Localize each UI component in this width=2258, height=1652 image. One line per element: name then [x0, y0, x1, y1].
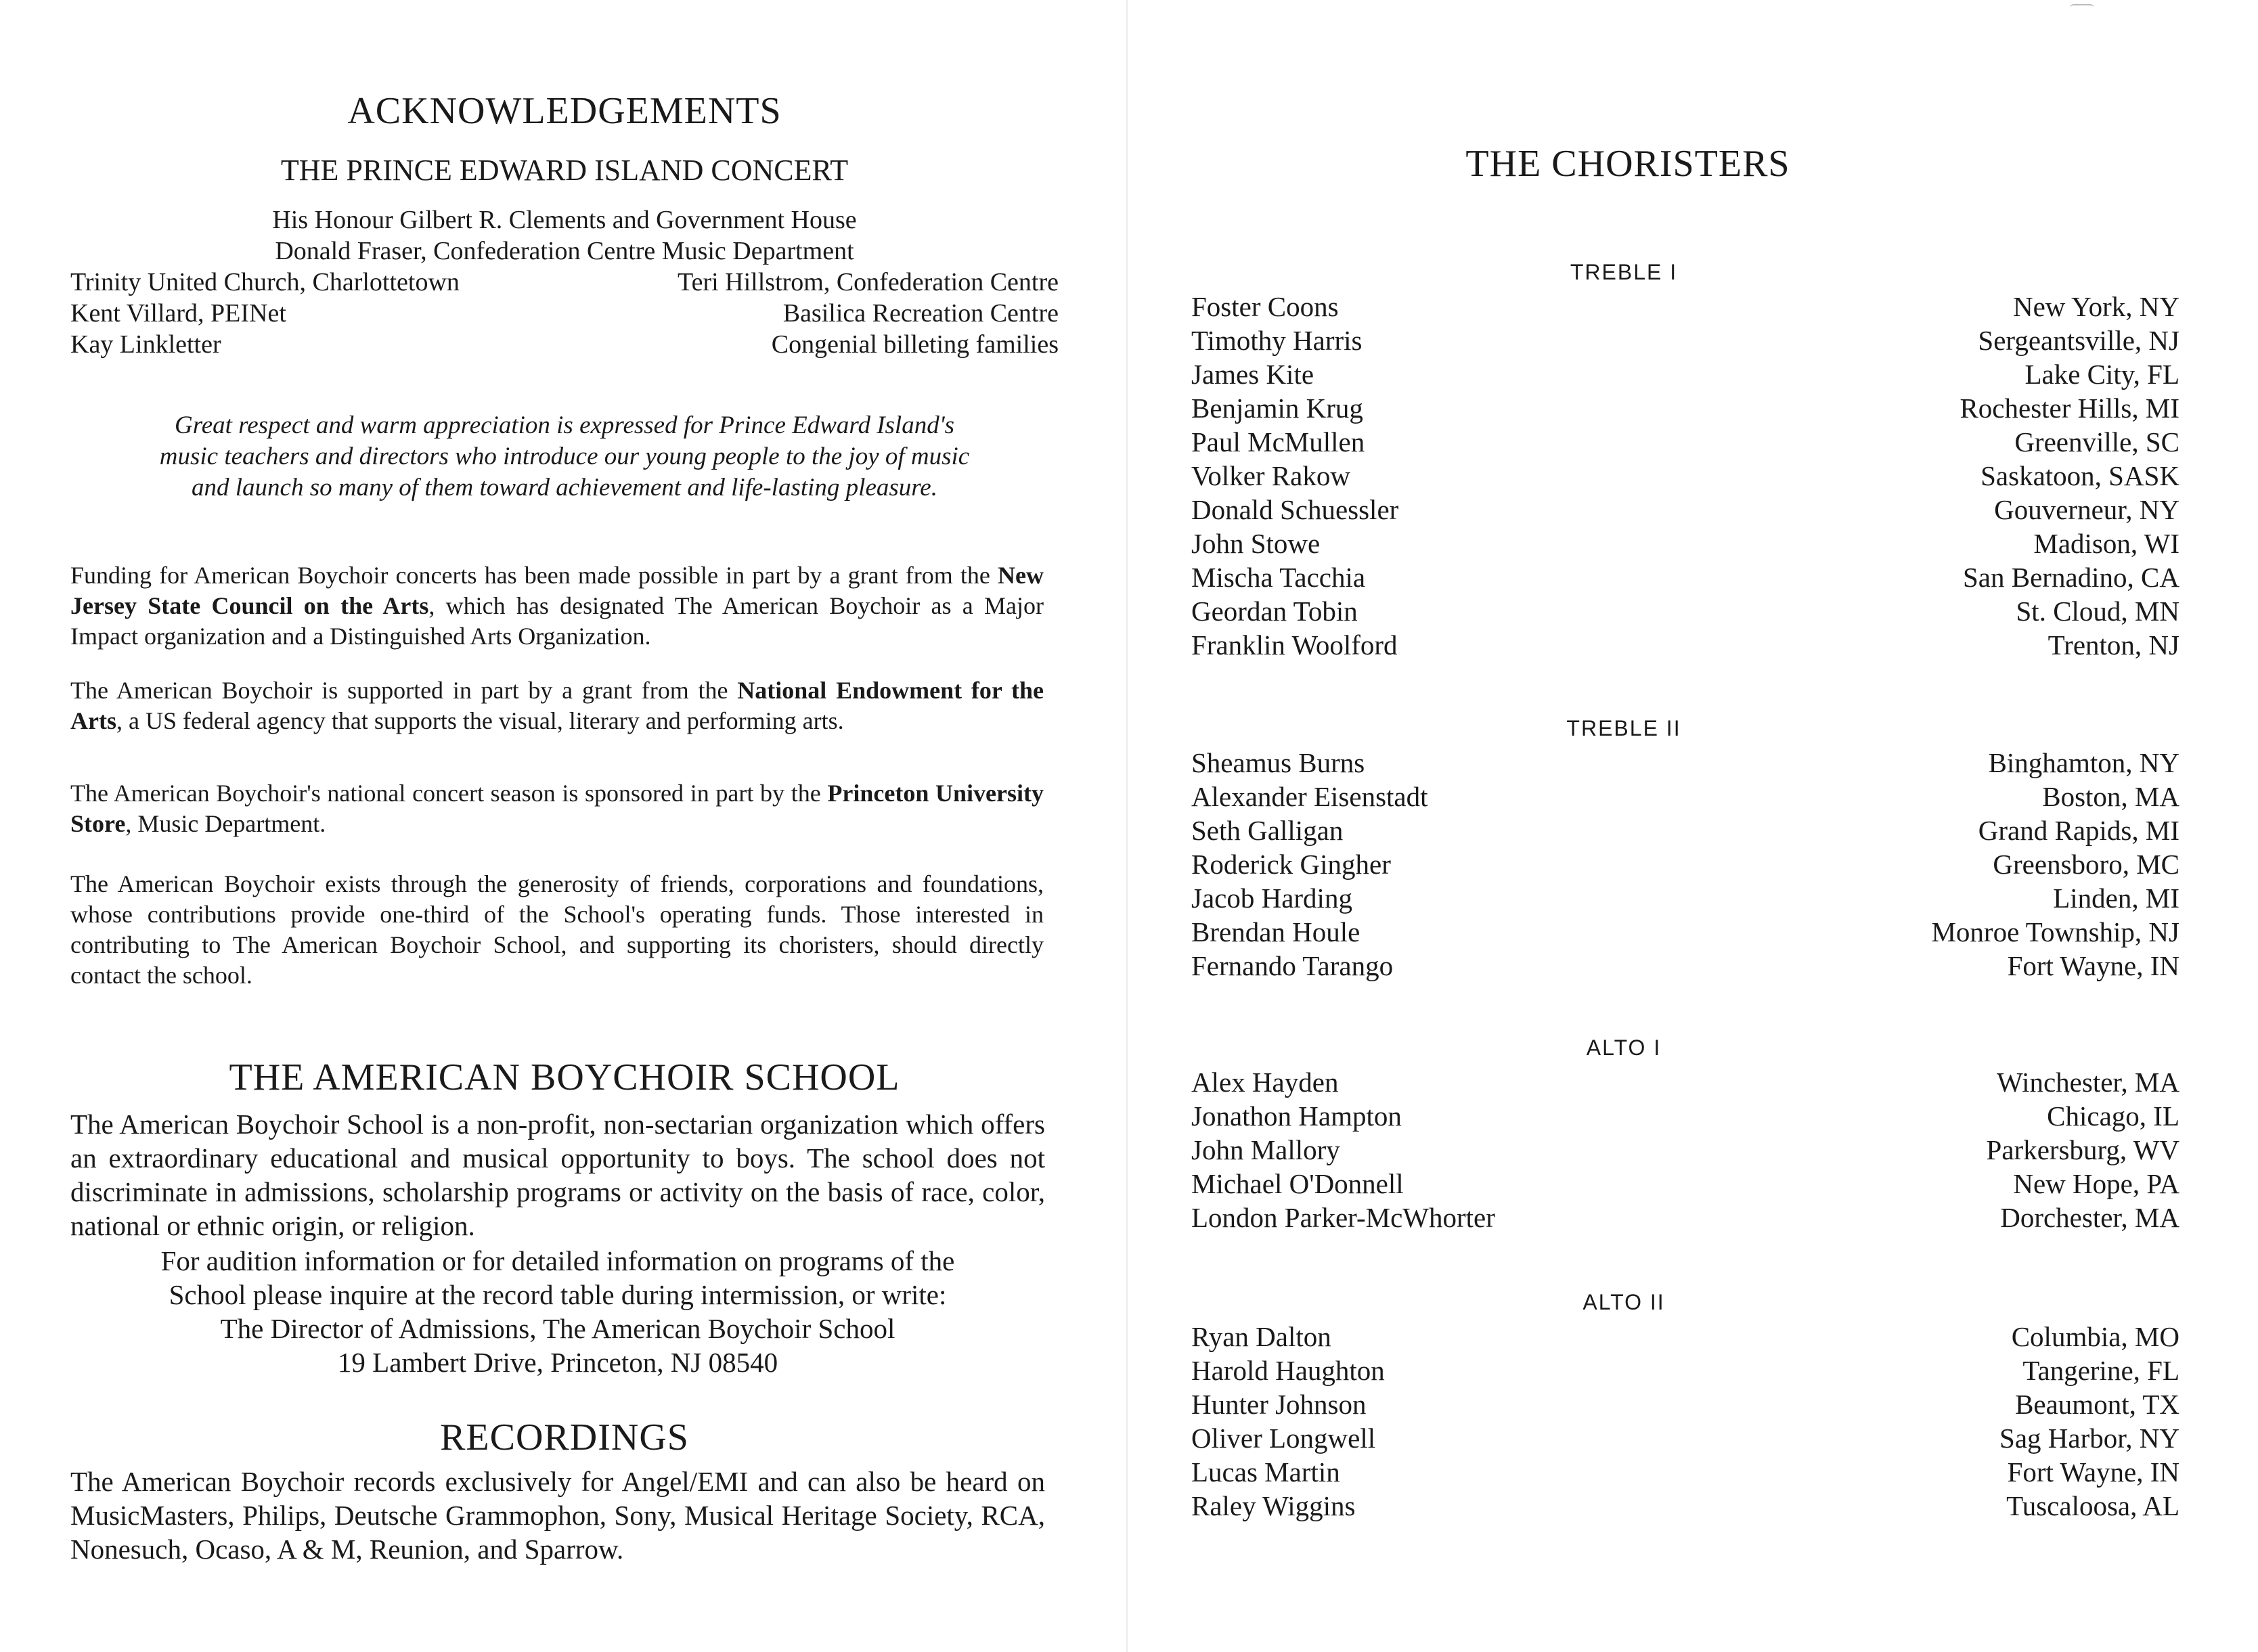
thanks-line: Donald Fraser, Confederation Centre Music Department — [275, 237, 854, 265]
chorister-name: Harold Haughton — [1191, 1355, 1385, 1386]
chorister-name: Sheamus Burns — [1191, 747, 1365, 778]
chorister-hometown: New York, NY — [2012, 291, 2179, 322]
address-line: School please inquire at the record table during intermission, or write: — [169, 1279, 947, 1310]
chorister-row — [1191, 290, 2179, 323]
chorister-row — [1191, 560, 2179, 594]
funding-text: Funding for American Boychoir concerts has been made possible in part by a grant from the — [70, 562, 998, 589]
chorister-hometown: Trenton, NJ — [2047, 629, 2179, 661]
chorister-hometown: Greenville, SC — [2014, 426, 2179, 457]
thanks-cell: Teri Hillstrom, Confederation Centre — [678, 268, 1059, 296]
funding-bold: National Endowment for the Arts — [70, 677, 1044, 734]
chorister-row — [1191, 527, 2179, 560]
chorister-name: Franklin Woolford — [1191, 629, 1398, 661]
funding-text: , Music Department. — [125, 810, 326, 837]
chorister-name: Volker Rakow — [1191, 460, 1350, 491]
chorister-hometown: Sergeantsville, NJ — [1978, 325, 2179, 356]
chorister-name: Jacob Harding — [1191, 883, 1352, 914]
chorister-hometown: Greensboro, MC — [1993, 849, 2179, 880]
roster — [1191, 1320, 2179, 1523]
school-title: THE AMERICAN BOYCHOIR SCHOOL — [229, 1056, 900, 1098]
chorister-name: John Mallory — [1191, 1134, 1340, 1165]
funding-paragraph-2 — [70, 675, 1044, 736]
chorister-row — [1191, 1099, 2179, 1133]
chorister-name: Roderick Gingher — [1191, 849, 1391, 880]
chorister-hometown: New Hope, PA — [2013, 1168, 2179, 1199]
chorister-name: London Parker-McWhorter — [1191, 1202, 1495, 1233]
school-description: The American Boychoir School is a non-profit, non-sectarian organization which offers an extraordinary educational and musical opportunity to boys. The school does not discriminate in admissions, scholarship programs or activity on the basis of race, color, national or ethnic origin, or religion. — [70, 1109, 1045, 1241]
chorister-name: Geordan Tobin — [1191, 596, 1358, 627]
chorister-name: Ryan Dalton — [1191, 1321, 1331, 1352]
chorister-name: Jonathon Hampton — [1191, 1100, 1402, 1132]
chorister-name: Benjamin Krug — [1191, 393, 1363, 424]
roster — [1191, 290, 2179, 662]
chorister-hometown: Madison, WI — [2033, 528, 2179, 559]
chorister-hometown: Winchester, MA — [1997, 1067, 2179, 1098]
recordings-title: RECORDINGS — [440, 1416, 689, 1458]
chorister-hometown: Sag Harbor, NY — [1999, 1423, 2179, 1454]
section-label: TREBLE II — [1566, 716, 1681, 740]
appreciation-note — [70, 410, 1059, 504]
address-line: The Director of Admissions, The American Boychoir School — [220, 1313, 895, 1344]
address-line: 19 Lambert Drive, Princeton, NJ 08540 — [337, 1347, 778, 1378]
chorister-hometown: Rochester Hills, MI — [1960, 393, 2179, 424]
chorister-name: Alex Hayden — [1191, 1067, 1339, 1098]
section-label: ALTO I — [1586, 1035, 1662, 1060]
chorister-hometown: Boston, MA — [2042, 781, 2179, 812]
chorister-hometown: Lake City, FL — [2024, 359, 2179, 390]
chorister-hometown: Beaumont, TX — [2015, 1389, 2179, 1420]
thanks-cell: Kay Linkletter — [70, 330, 221, 359]
chorister-hometown: Tuscaloosa, AL — [2006, 1490, 2179, 1521]
thanks-line: His Honour Gilbert R. Clements and Government House — [272, 206, 857, 234]
funding-text: The American Boychoir's national concert season is sponsored in part by the — [70, 780, 828, 807]
chorister-hometown: San Bernadino, CA — [1963, 562, 2179, 593]
note-line: Great respect and warm appreciation is expressed for Prince Edward Island's — [174, 411, 955, 439]
funding-bold: Princeton University Store — [70, 780, 1044, 837]
chorister-name: Timothy Harris — [1191, 325, 1363, 356]
thanks-centered — [70, 204, 1059, 267]
chorister-row — [1191, 881, 2179, 915]
roster — [1191, 746, 2179, 983]
chorister-row — [1191, 949, 2179, 983]
choristers-title: THE CHORISTERS — [1465, 143, 1790, 185]
thanks-grid — [70, 267, 1059, 360]
chorister-row — [1191, 1065, 2179, 1099]
note-line: and launch so many of them toward achievement and life-lasting pleasure. — [192, 474, 937, 501]
thanks-cell: Basilica Recreation Centre — [782, 299, 1059, 328]
chorister-row — [1191, 813, 2179, 847]
chorister-name: Oliver Longwell — [1191, 1423, 1376, 1454]
note-line: music teachers and directors who introduce our young people to the joy of music — [159, 443, 970, 470]
chorister-hometown: Fort Wayne, IN — [2007, 1456, 2179, 1488]
left-page — [70, 0, 1059, 1652]
chorister-row — [1191, 746, 2179, 780]
chorister-row — [1191, 323, 2179, 357]
chorister-name: Hunter Johnson — [1191, 1389, 1367, 1420]
chorister-hometown: Grand Rapids, MI — [1978, 815, 2179, 846]
funding-bold: New Jersey State Council on the Arts — [70, 562, 1044, 619]
chorister-name: Alexander Eisenstadt — [1191, 781, 1428, 812]
page-fold — [1126, 0, 1128, 1652]
thanks-cell: Kent Villard, PEINet — [70, 299, 286, 328]
chorister-name: Raley Wiggins — [1191, 1490, 1356, 1521]
chorister-row — [1191, 1354, 2179, 1387]
chorister-hometown: Dorchester, MA — [2000, 1202, 2179, 1233]
chorister-row — [1191, 1421, 2179, 1455]
section-label: ALTO II — [1582, 1290, 1665, 1314]
chorister-row — [1191, 780, 2179, 813]
chorister-hometown: Chicago, IL — [2047, 1100, 2179, 1132]
chorister-hometown: St. Cloud, MN — [2016, 596, 2179, 627]
chorister-row — [1191, 1167, 2179, 1201]
chorister-row — [1191, 1320, 2179, 1354]
address-line: For audition information or for detailed information on programs of the — [160, 1245, 955, 1276]
chorister-hometown: Binghamton, NY — [1988, 747, 2179, 778]
chorister-name: Brendan Houle — [1191, 916, 1360, 947]
recordings-body: The American Boychoir records exclusively for Angel/EMI and can also be heard on MusicMasters, Philips, Deutsche Grammophon, Sony, Musical Heritage Society, RCA, Nonesuch, Ocaso, A & M, Reunion, and Sparrow. — [70, 1466, 1045, 1565]
acknowledgements-title: ACKNOWLEDGEMENTS — [347, 90, 782, 132]
chorister-row — [1191, 1201, 2179, 1234]
chorister-row — [1191, 1455, 2179, 1489]
funding-text: The American Boychoir is supported in part by a grant from the — [70, 677, 738, 704]
chorister-row — [1191, 357, 2179, 391]
chorister-hometown: Linden, MI — [2053, 883, 2179, 914]
chorister-row — [1191, 391, 2179, 425]
funding-text: , a US federal agency that supports the visual, literary and performing arts. — [116, 707, 844, 734]
chorister-name: Mischa Tacchia — [1191, 562, 1366, 593]
chorister-row — [1191, 594, 2179, 628]
chorister-hometown: Columbia, MO — [2011, 1321, 2179, 1352]
acknowledgements-subtitle: THE PRINCE EDWARD ISLAND CONCERT — [280, 154, 849, 187]
thanks-cell: Trinity United Church, Charlottetown — [70, 268, 460, 296]
funding-paragraph-1 — [70, 560, 1044, 652]
chorister-row — [1191, 493, 2179, 527]
chorister-row — [1191, 1489, 2179, 1523]
section-label: TREBLE I — [1570, 260, 1678, 284]
funding-paragraph-4: The American Boychoir exists through the generosity of friends, corporations and foundations, whose contributions provide one-third of the School's operating funds. Those interested in contributing to The American Boychoir School, and supporting its choristers, should directly contact the school. — [70, 870, 1044, 989]
chorister-hometown: Parkersburg, WV — [1986, 1134, 2179, 1165]
chorister-name: Paul McMullen — [1191, 426, 1365, 457]
chorister-hometown: Fort Wayne, IN — [2007, 950, 2179, 981]
chorister-name: Michael O'Donnell — [1191, 1168, 1404, 1199]
chorister-row — [1191, 1387, 2179, 1421]
chorister-hometown: Gouverneur, NY — [1994, 494, 2179, 525]
chorister-name: Donald Schuessler — [1191, 494, 1399, 525]
school-address — [70, 1244, 1045, 1379]
chorister-name: Lucas Martin — [1191, 1456, 1340, 1488]
right-page — [1191, 0, 2179, 1652]
chorister-hometown: Saskatoon, SASK — [1980, 460, 2179, 491]
chorister-row — [1191, 915, 2179, 949]
funding-text: , which has designated The American Boychoir as a Major Impact organization and a Distinguished Arts Organization. — [70, 592, 1044, 650]
chorister-name: James Kite — [1191, 359, 1314, 390]
funding-paragraph-3 — [70, 778, 1044, 839]
chorister-name: Foster Coons — [1191, 291, 1339, 322]
chorister-row — [1191, 847, 2179, 881]
thanks-cell: Congenial billeting families — [771, 330, 1059, 359]
chorister-row — [1191, 459, 2179, 493]
roster — [1191, 1065, 2179, 1234]
chorister-name: John Stowe — [1191, 528, 1321, 559]
chorister-hometown: Tangerine, FL — [2022, 1355, 2179, 1386]
chorister-hometown: Monroe Township, NJ — [1931, 916, 2179, 947]
chorister-row — [1191, 628, 2179, 662]
chorister-row — [1191, 425, 2179, 459]
chorister-row — [1191, 1133, 2179, 1167]
chorister-name: Seth Galligan — [1191, 815, 1344, 846]
chorister-name: Fernando Tarango — [1191, 950, 1394, 981]
